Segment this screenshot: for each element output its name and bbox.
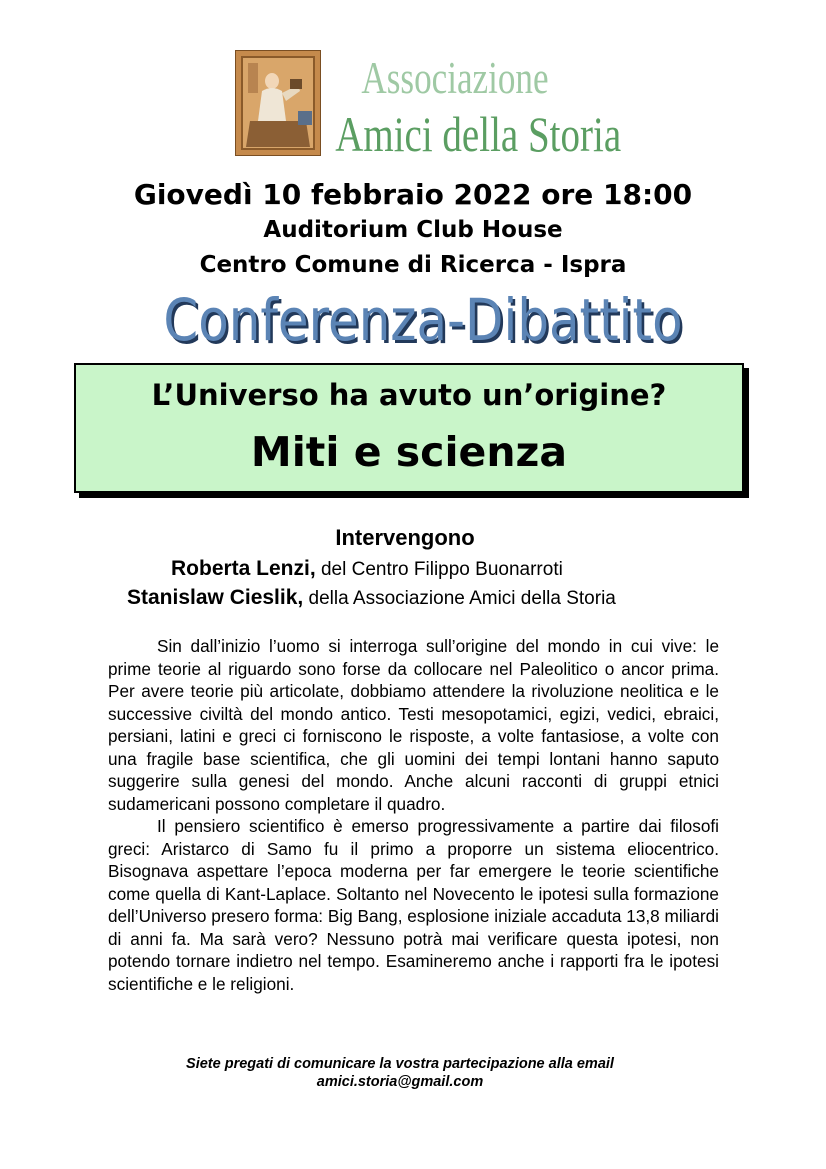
- speaker-affiliation: del Centro Filippo Buonarroti: [315, 559, 563, 580]
- event-venue: Auditorium Club House: [263, 217, 563, 243]
- footer-request-text: Siete pregati di comunicare la vostra partecipazione alla email: [186, 1056, 614, 1072]
- fresco-painting-icon: [235, 50, 321, 156]
- description-text: [108, 635, 719, 995]
- speaker-name: Roberta Lenzi,: [171, 557, 316, 580]
- event-type-heading: Conferenza-Dibattito: [163, 286, 683, 354]
- description-paragraph: Sin dall’inizio l’uomo si interroga sull’origine del mondo in cui vive: le prime teorie al riguardo sono forse da collocare nel Paleolitico o ancor prima. Per avere teorie più articolate, dobbiamo attendere la rivoluzione neolitica e le successive civiltà del mondo antico. Testi mesopotamici, egizi, vedici, ebraici, persiani, latini e greci ci forniscono le risposte, a volte fantasiose, a volte con una fragile base scientifica, che gli uomini dei tempi lontani hanno saputo suggerire sulla genesi del mondo. Anche alcuni racconti di gruppi etnici sudamericani possono completare il quadro.: [108, 636, 719, 814]
- title-subject: Miti e scienza: [250, 428, 568, 476]
- speaker-name: Stanislaw Cieslik,: [127, 586, 304, 609]
- speaker-item: [127, 585, 616, 612]
- title-question: L’Universo ha avuto un’origine?: [151, 378, 667, 412]
- association-name-line1: Associazione: [361, 53, 549, 103]
- event-location: Centro Comune di Ricerca - Ispra: [199, 252, 627, 278]
- footer-email[interactable]: amici.storia@gmail.com: [316, 1074, 484, 1090]
- description-paragraph: Il pensiero scientifico è emerso progressivamente a partire dai filosofi greci: Aristarco di Samo fu il primo a proporre un sistema eliocentrico. Bisognava aspettare l’epoca moderna per far emergere le teorie scientifiche come quella di Kant-Laplace. Soltanto nel Novecento le ipotesi sulla formazione dell’Universo presero forma: Big Bang, esplosione iniziale accaduta 13,8 miliardi di anni fa. Ma sarà vero? Nessuno potrà mai verificare questa ipotesi, non potendo tornare indietro nel tempo. Esamineremo anche i rapporti fra le ipotesi scientifiche e le religioni.: [108, 816, 719, 994]
- speakers-heading: Intervengono: [335, 525, 475, 550]
- footer-note: [0, 1055, 800, 1091]
- title-box: [74, 363, 744, 493]
- association-name-line2: Amici della Storia: [335, 106, 622, 162]
- event-date-time: Giovedì 10 febbraio 2022 ore 18:00: [133, 178, 693, 211]
- speaker-item: [171, 556, 563, 583]
- speaker-affiliation: della Associazione Amici della Storia: [303, 588, 616, 609]
